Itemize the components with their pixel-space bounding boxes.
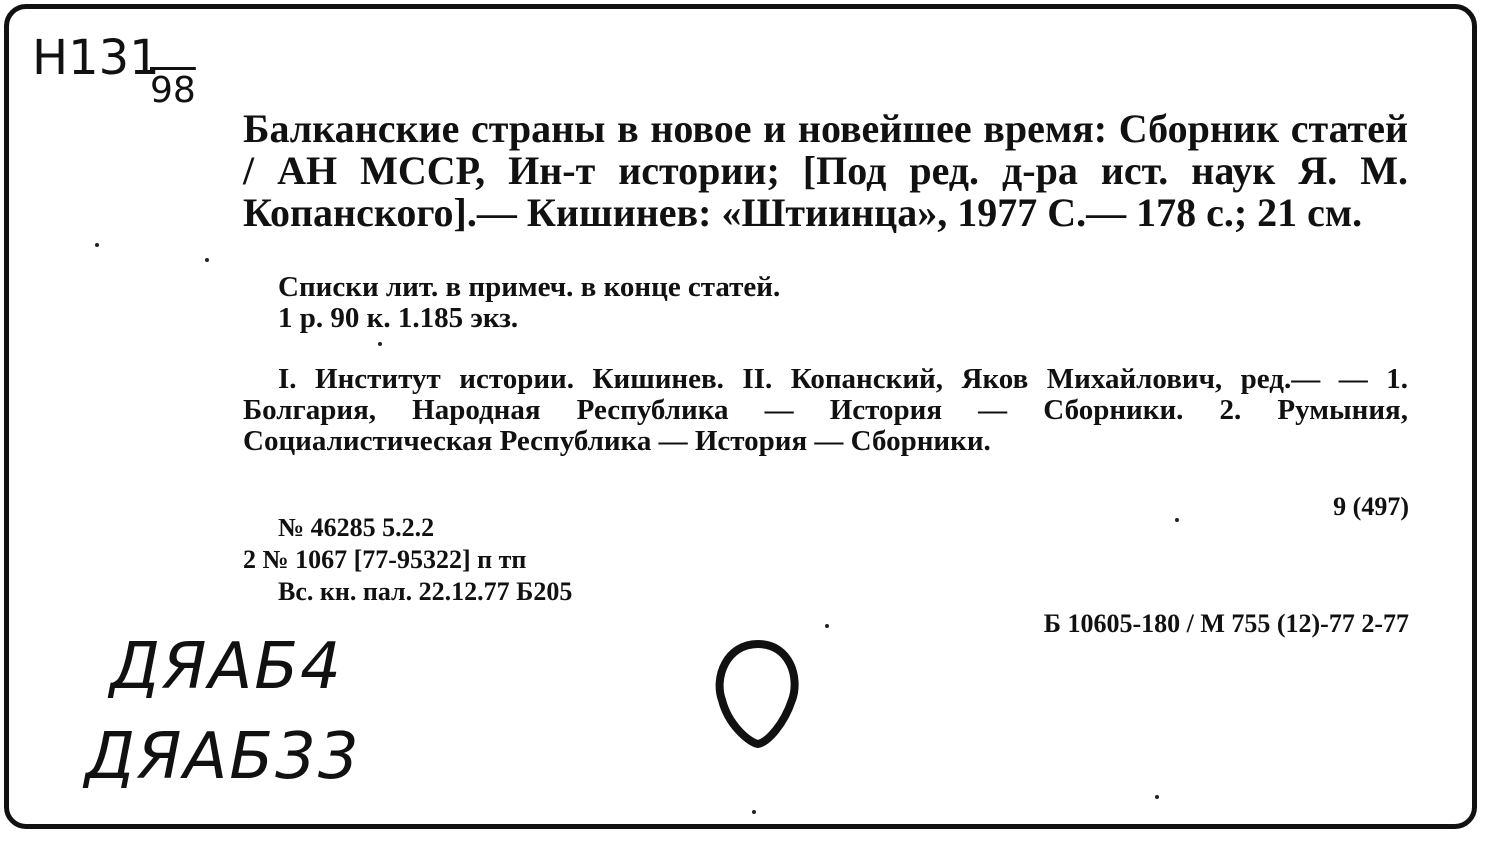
control-lines (243, 512, 572, 608)
control-line: № 46285 5.2.2 (278, 513, 435, 542)
speck (1175, 518, 1179, 522)
speck (752, 810, 756, 814)
shelf-mark-sub: 98 (150, 70, 196, 111)
note-line: Списки лит. в примеч. в конце статей. (278, 271, 781, 303)
notes (278, 272, 780, 334)
classification-number: 9 (497) (1333, 492, 1409, 521)
handwritten-cipher: ДЯАБ4 (110, 630, 343, 704)
speck (825, 624, 829, 628)
speck (1155, 795, 1159, 799)
note-line: 1 р. 90 к. 1.185 экз. (278, 302, 519, 334)
shelf-mark (32, 30, 196, 111)
main-entry: Балканские страны в новое и новейшее время: Сборник статей / АН МССР, Ин-т истории; [Под ред. д-ра ист. наук Я. М. Копанского].— Кишинев: «Штиинца», 1977 С.— 178 с.; 21 см. (243, 106, 1408, 235)
index-number: Б 10605-180 / М 755 (12)-77 2-77 (1043, 609, 1409, 638)
shelf-mark-number: Н131 (32, 30, 160, 86)
control-line: 2 № 1067 [77-95322] п тп (243, 545, 527, 574)
speck (95, 243, 99, 247)
control-line: Вс. кн. пал. 22.12.77 Б205 (278, 577, 573, 606)
speck (205, 258, 209, 262)
tracings: I. Институт истории. Кишинев. II. Копанский, Яков Михайлович, ред.— — 1. Болгария, Народная Республика — История — Сборники. 2. Румыния, Социалистическая Республика — История — Сборники. (243, 363, 1408, 457)
handwritten-cipher: ДЯАБ33 (85, 720, 361, 794)
card-hole-icon (712, 638, 804, 750)
speck (378, 342, 382, 346)
